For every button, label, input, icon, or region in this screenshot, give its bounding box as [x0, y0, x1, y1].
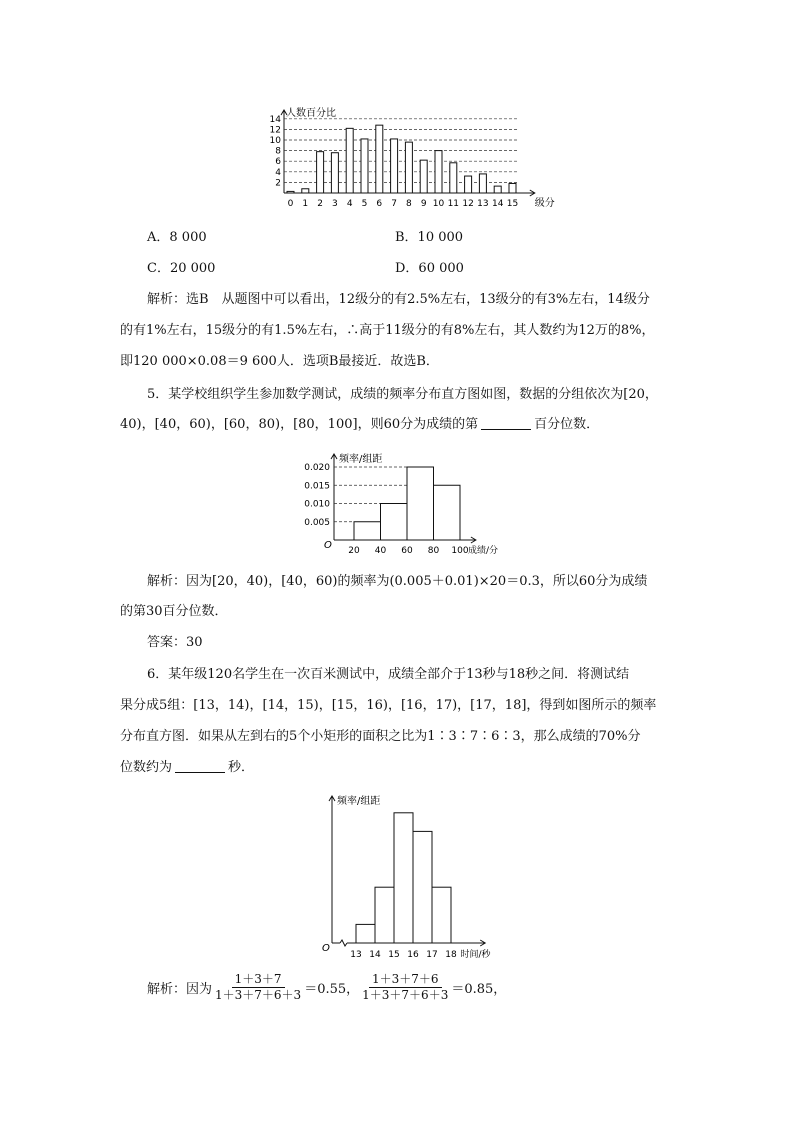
- bar: [407, 467, 434, 540]
- x-tick-label: 20: [348, 546, 360, 556]
- x-tick-label: 100: [451, 546, 469, 556]
- fraction-2-value: ＝0.85，: [451, 982, 507, 997]
- q6-stem-text-end: 秒．: [228, 760, 255, 775]
- q6-stem-line-3: 分布直方图．如果从左到右的5个小矩形的面积之比为1∶3∶7∶6∶3，那么成绩的70%分: [120, 729, 641, 744]
- x-tick-label: 2: [317, 199, 323, 209]
- x-tick-label: 15: [388, 950, 400, 960]
- bar: [381, 504, 408, 541]
- time-frequency-histogram: [318, 790, 508, 965]
- q4-analysis-line-3: 即120 000×0.08＝9 600人．选项B最接近．故选B．: [120, 354, 439, 369]
- bar: [413, 831, 432, 943]
- fraction-2-denominator: 1＋3＋7＋6＋3: [362, 988, 449, 1002]
- fraction-1-numerator: 1＋3＋7: [232, 972, 285, 988]
- q4-analysis-line-1: 解析：选B 从题图中可以看出，12级分的有2.5%左右，13级分的有3%左右，14级分: [147, 292, 650, 307]
- x-tick-label: 80: [427, 546, 440, 556]
- x-tick-label: 4: [346, 199, 353, 209]
- x-tick-label: 18: [445, 950, 457, 960]
- x-tick-label: 14: [369, 950, 381, 960]
- bar: [465, 176, 472, 193]
- fraction-2-numerator: 1＋3＋7＋6: [369, 972, 442, 988]
- x-tick-label: 11: [447, 199, 460, 209]
- x-axis-label: 级分: [534, 198, 555, 209]
- q5-analysis-line-2: 的第30百分位数．: [120, 604, 228, 619]
- bar: [391, 139, 398, 193]
- bar: [479, 174, 486, 193]
- q6-stem-line-1: 6．某年级120名学生在一次百米测试中，成绩全部介于13秒与18秒之间．将测试结: [147, 667, 630, 682]
- x-tick-label: 7: [391, 199, 397, 209]
- y-tick-label: 0.010: [304, 499, 330, 510]
- bar: [376, 125, 383, 193]
- bar: [346, 128, 353, 193]
- q5-stem-line-2: [120, 417, 599, 433]
- fraction-2: [359, 972, 451, 1003]
- x-tick-label: 1: [302, 199, 309, 209]
- bar: [361, 139, 368, 193]
- q5-analysis-line-1: 解析：因为[20，40)，[40，60)的频率为(0.005＋0.01)×20＝0.3，所以60分为成绩: [147, 574, 648, 589]
- x-tick-label: 16: [407, 950, 419, 960]
- x-tick-label: 14: [491, 199, 504, 209]
- bar: [394, 813, 413, 943]
- bar: [434, 485, 461, 540]
- x-tick-label: 5: [361, 199, 368, 209]
- x-tick-label: 15: [506, 199, 519, 209]
- q6-stem-line-4: [120, 760, 254, 776]
- bar: [432, 887, 451, 943]
- bar: [317, 152, 324, 193]
- y-tick-label: 10: [269, 136, 281, 146]
- q4-analysis-line-2: 的有1%左右，15级分的有1.5%左右，∴高于11级分的有8%左右，其人数约为12万的8%，: [120, 323, 655, 338]
- fraction-1-denominator: 1＋3＋7＋6＋3: [215, 988, 302, 1002]
- q6-stem-line-2: 果分成5组：[13，14)，[14，15)，[15，16)，[16，17)，[17，18]，得到如图所示的频率: [120, 698, 657, 713]
- bar: [509, 183, 516, 193]
- bar: [450, 163, 457, 193]
- answer-blank[interactable]: [175, 760, 225, 773]
- bar: [287, 191, 294, 193]
- origin-label: O: [324, 540, 332, 551]
- q5-stem-text: 40)，[40，60)，[60，80)，[80，100]，则60分为成绩的第: [120, 417, 479, 432]
- bar: [375, 887, 394, 943]
- y-tick-label: 0.015: [304, 481, 330, 492]
- x-tick-label: 6: [376, 199, 383, 209]
- q6-analysis-label: 解析：因为: [147, 982, 213, 997]
- x-tick-label: 8: [406, 199, 412, 209]
- x-tick-label: 60: [401, 546, 413, 556]
- origin-label: O: [322, 943, 330, 954]
- q6-analysis: [147, 972, 506, 1003]
- x-tick-label: 3: [332, 199, 338, 209]
- fraction-1-value: ＝0.55，: [304, 982, 360, 997]
- y-tick-label: 0.020: [304, 463, 330, 473]
- bar: [354, 522, 381, 540]
- y-tick-label: 6: [275, 157, 281, 168]
- axis-break-mark: [340, 940, 347, 946]
- y-tick-label: 2: [275, 178, 281, 189]
- bar: [494, 186, 501, 193]
- x-tick-label: 40: [374, 546, 387, 556]
- bar: [331, 153, 338, 193]
- option-b[interactable]: B．10 000: [395, 230, 464, 245]
- fraction-1: [212, 972, 304, 1003]
- q5-answer: 答案：30: [147, 635, 203, 650]
- bar: [435, 151, 442, 193]
- option-c[interactable]: C．20 000: [147, 261, 216, 276]
- score-frequency-histogram: [292, 448, 532, 558]
- bar: [356, 924, 375, 943]
- x-axis-label: 成绩/分: [467, 546, 498, 556]
- x-axis-label: 时间/秒: [460, 950, 491, 960]
- y-tick-label: 12: [269, 125, 281, 136]
- bar: [405, 142, 412, 193]
- bar: [420, 160, 427, 193]
- bar: [302, 189, 309, 193]
- option-a[interactable]: A．8 000: [147, 230, 207, 245]
- y-axis-label: 频率/组距: [337, 796, 381, 807]
- y-tick-label: 0.005: [304, 517, 330, 528]
- x-tick-label: 10: [432, 199, 445, 209]
- y-tick-label: 14: [269, 114, 281, 125]
- x-tick-label: 12: [462, 199, 474, 209]
- x-tick-label: 0: [287, 199, 294, 209]
- q5-stem-text-end: 百分位数．: [534, 417, 600, 432]
- y-axis-label: 频率/组距: [339, 454, 383, 465]
- x-tick-label: 9: [420, 199, 427, 209]
- x-tick-label: 17: [426, 950, 438, 960]
- y-tick-label: 8: [275, 146, 281, 157]
- x-tick-label: 13: [350, 950, 362, 960]
- q6-stem-text: 位数约为: [120, 760, 173, 775]
- y-axis-label: 人数百分比: [286, 108, 336, 119]
- q5-stem-line-1: 5．某学校组织学生参加数学测试，成绩的频率分布直方图如图，数据的分组依次为[20，: [147, 387, 658, 402]
- y-tick-label: 4: [275, 167, 281, 178]
- option-d[interactable]: D．60 000: [395, 261, 464, 276]
- answer-blank[interactable]: [481, 417, 531, 430]
- level-score-chart: [262, 100, 562, 212]
- x-tick-label: 13: [477, 199, 489, 209]
